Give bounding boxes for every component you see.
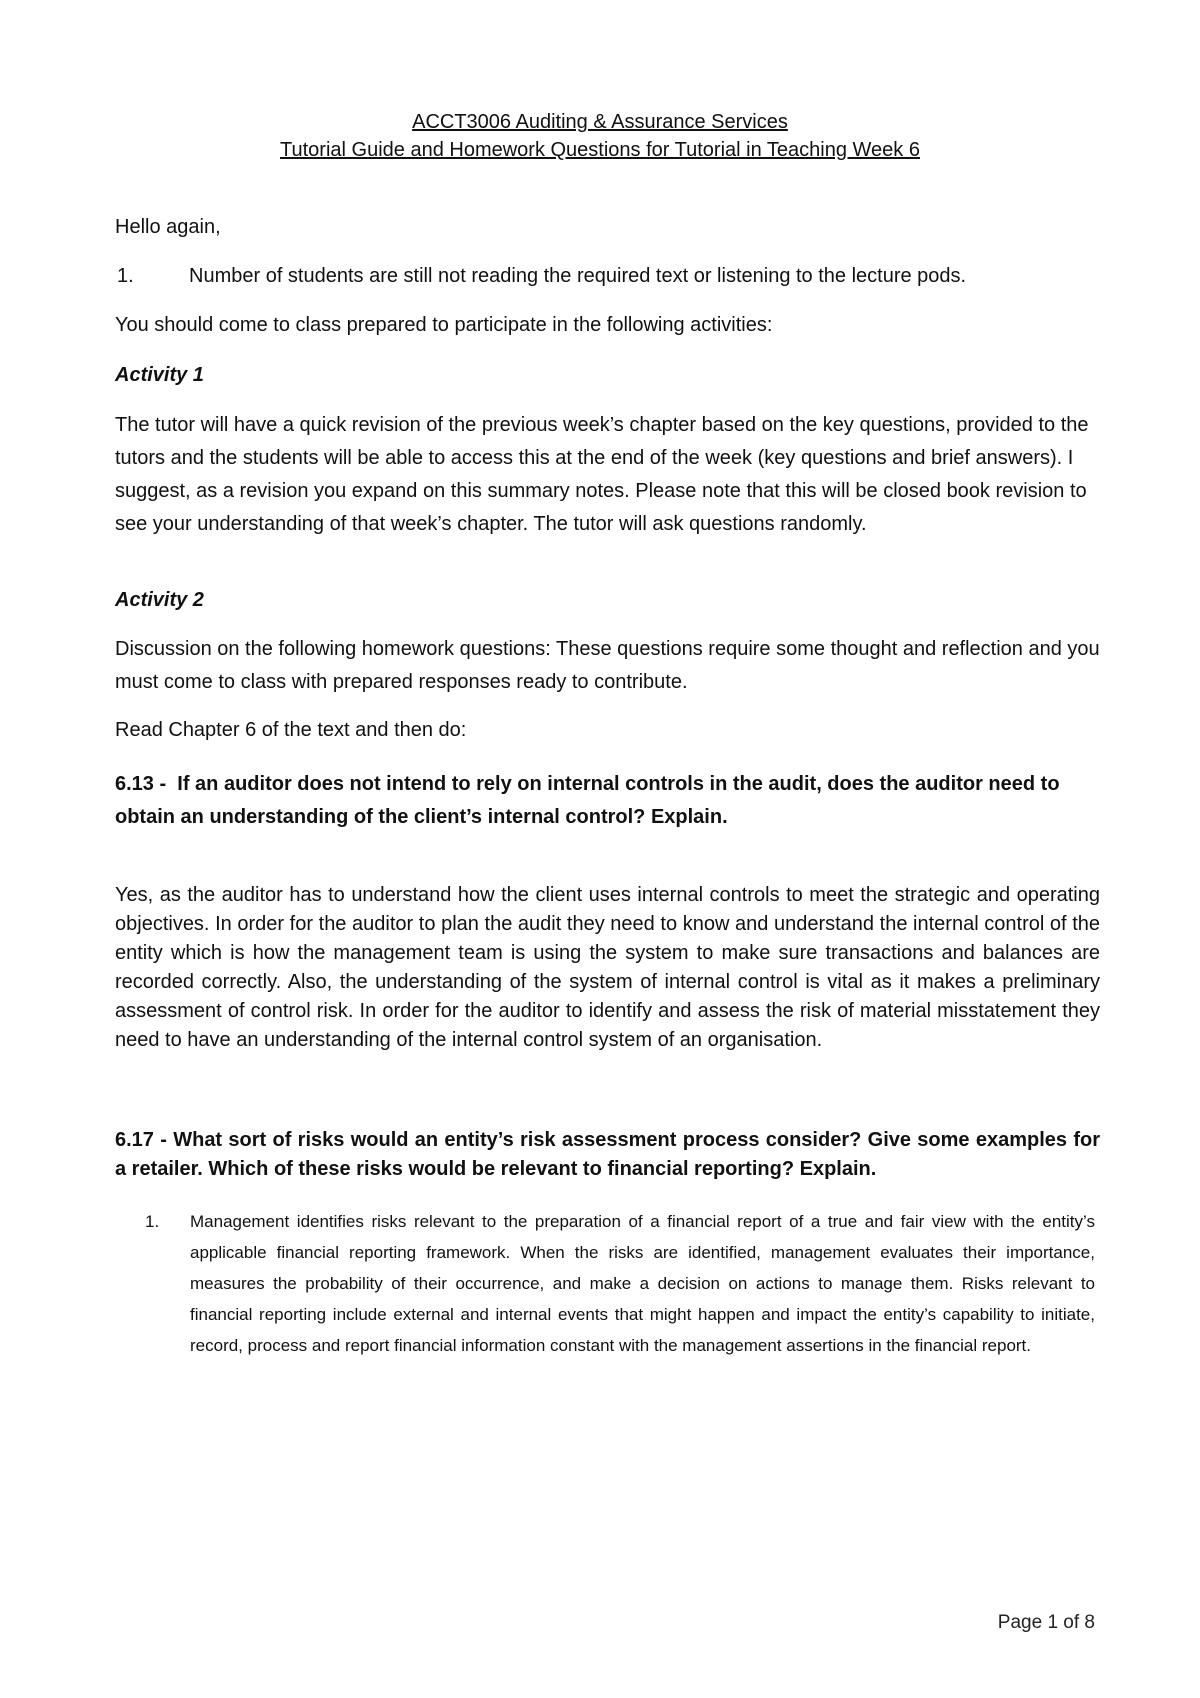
list-number: 1. bbox=[117, 265, 134, 287]
course-title: ACCT3006 Auditing & Assurance Services bbox=[412, 111, 788, 133]
prepare-line: You should come to class prepared to participate in the following activities: bbox=[115, 314, 773, 336]
list-item bbox=[145, 1206, 1095, 1361]
activity2-heading: Activity 2 bbox=[115, 589, 204, 611]
activity1-body: The tutor will have a quick revision of the previous week’s chapter based on the key questions, provided to the tutors and the students will be able to access this at the end of the week (key questions and brief answers). I suggest, as a revision you expand on this summary notes. Please note that this will be closed book revision to see your understanding of that week’s chapter. The tutor will ask questions randomly. bbox=[115, 414, 1089, 535]
activity2-body: Discussion on the following homework questions: These questions require some thought and reflection and you must come to class with prepared responses ready to contribute. bbox=[115, 638, 1100, 693]
question-6-17 bbox=[115, 1126, 1100, 1184]
answer-list-6-17 bbox=[145, 1206, 1095, 1361]
question-6-13 bbox=[115, 768, 1115, 834]
intro-list-item bbox=[115, 260, 1169, 293]
page-number: Page 1 of 8 bbox=[997, 1612, 1095, 1633]
list-number: 1. bbox=[145, 1212, 160, 1231]
answer-6-13: Yes, as the auditor has to understand how the client uses internal controls to meet the strategic and operating objectives. In order for the auditor to plan the audit they need to know and understand the internal control of the entity which is how the management team is using the system to make sure transactions and balances are recorded correctly. Also, the understanding of the system of internal control is vital as it makes a preliminary assessment of control risk. In order for the auditor to identify and assess the risk of material misstatement they need to have an understanding of the internal control system of an organisation. bbox=[115, 884, 1100, 1051]
activity1-heading: Activity 1 bbox=[115, 364, 204, 386]
question-number: 6.17 - bbox=[115, 1129, 167, 1151]
greeting: Hello again, bbox=[115, 216, 221, 238]
read-chapter-line: Read Chapter 6 of the text and then do: bbox=[115, 719, 467, 741]
document-subtitle: Tutorial Guide and Homework Questions for Tutorial in Teaching Week 6 bbox=[280, 139, 920, 161]
question-text: If an auditor does not intend to rely on internal controls in the audit, does the auditor need to obtain an understanding of the client’s internal control? Explain. bbox=[115, 773, 1060, 828]
list-text: Number of students are still not reading the required text or listening to the lecture pods. bbox=[189, 265, 967, 287]
list-text: Management identifies risks relevant to the preparation of a financial report of a true and fair view with the entity’s applicable financial reporting framework. When the risks are identified, management evaluates their importance, measures the probability of their occurrence, and make a decision on actions to manage them. Risks relevant to financial reporting include external and internal events that might happen and impact the entity’s capability to initiate, record, process and report financial information constant with the management assertions in the financial report. bbox=[190, 1212, 1095, 1355]
question-text: What sort of risks would an entity’s risk assessment process consider? Give some examples for a retailer. Which of these risks would be relevant to financial reporting? Explain. bbox=[115, 1129, 1100, 1180]
question-number: 6.13 - bbox=[115, 773, 167, 795]
